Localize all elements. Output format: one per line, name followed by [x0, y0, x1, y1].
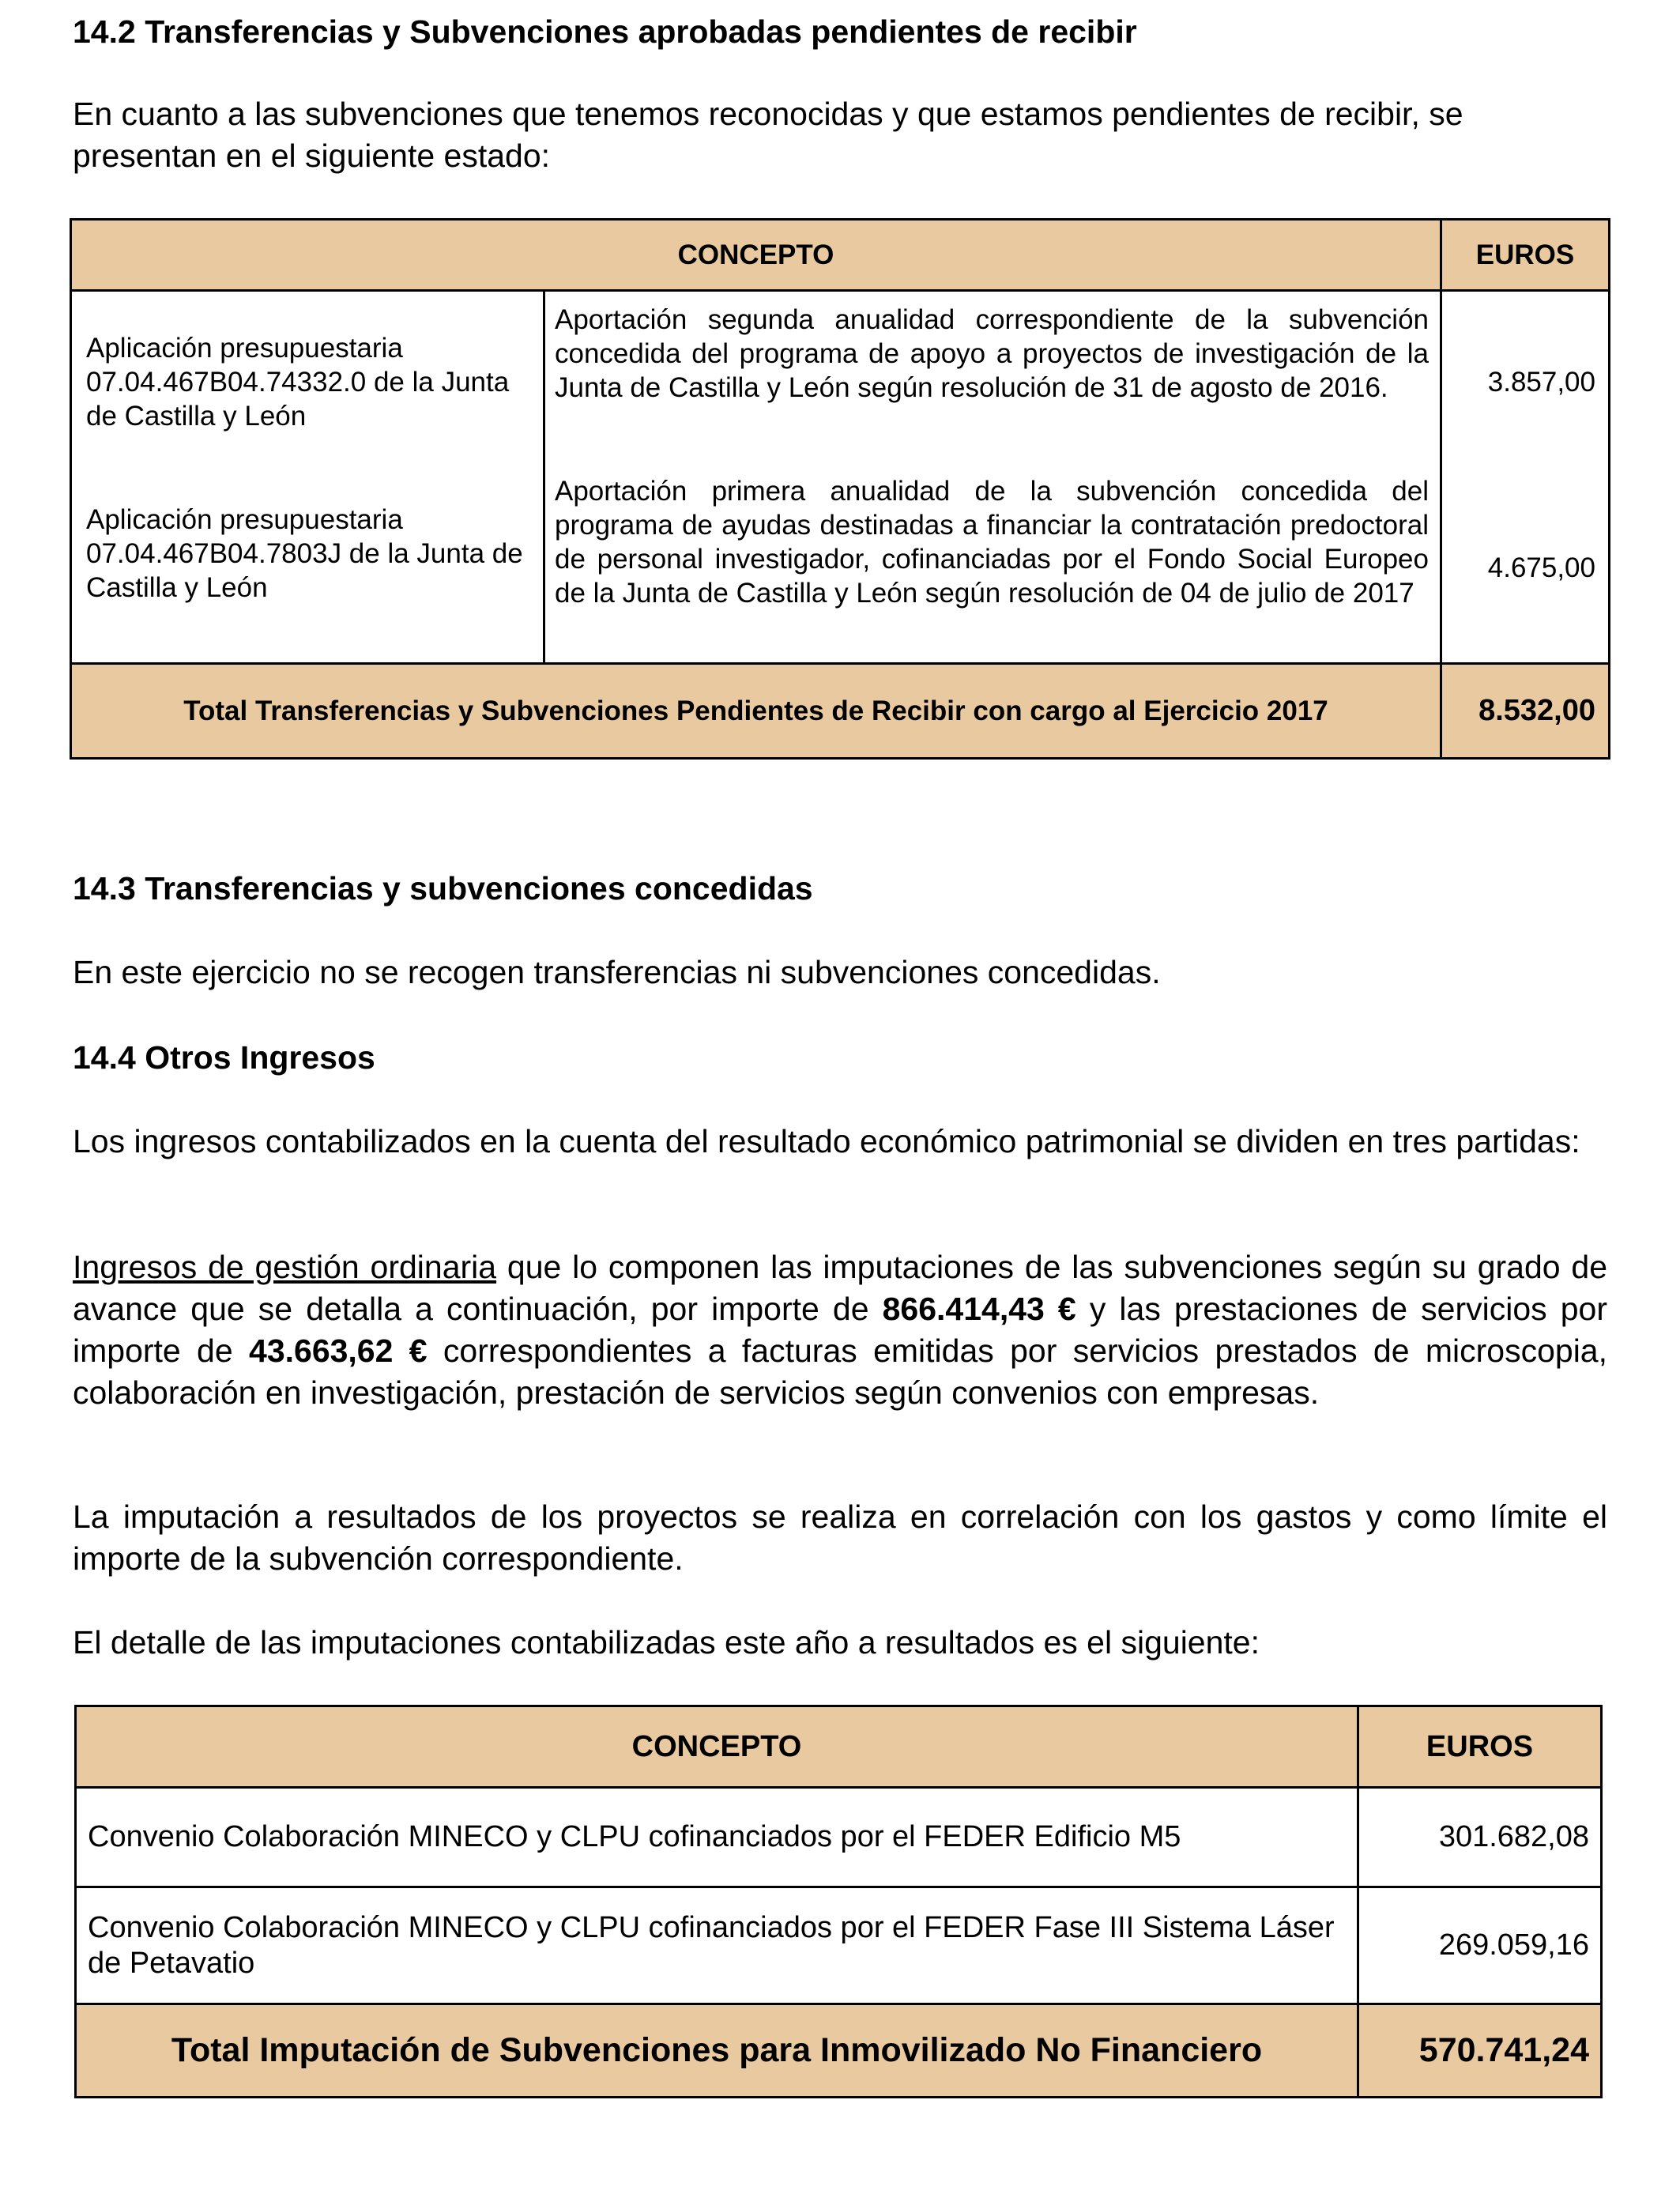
total-row	[76, 2004, 1602, 2098]
total-label: Total Imputación de Subvenciones para Inmovilizado No Financiero	[76, 2004, 1358, 2098]
row-descripcion: Aportación segunda anualidad correspondiente de la subvención concedida del programa de apoyo a proyectos de investigación de la Junta de Castilla y León según resolución de 31 de agosto de 2016.	[544, 291, 1441, 474]
table-row	[71, 474, 1610, 664]
ingresos-gestion-ordinaria-link: Ingresos de gestión ordinaria	[73, 1249, 497, 1285]
section-14-2-title: 14.2 Transferencias y Subvenciones aprobadas pendientes de recibir	[73, 13, 1137, 50]
total-label: Total Transferencias y Subvenciones Pendientes de Recibir con cargo al Ejercicio 2017	[71, 664, 1441, 759]
col-header-euros: EUROS	[1441, 220, 1610, 291]
section-14-4-title: 14.4 Otros Ingresos	[73, 1039, 375, 1076]
row-aplicacion: Aplicación presupuestaria 07.04.467B04.7803J de la Junta de Castilla y León	[71, 474, 544, 664]
row-aplicacion: Aplicación presupuestaria 07.04.467B04.74332.0 de la Junta de Castilla y León	[71, 291, 544, 474]
table-row	[76, 1887, 1602, 2004]
row-euros: 269.059,16	[1358, 1887, 1602, 2004]
section-14-3-title: 14.3 Transferencias y subvenciones concedidas	[73, 870, 813, 907]
total-value: 570.741,24	[1358, 2004, 1602, 2098]
table-row	[76, 1788, 1602, 1887]
row-euros: 4.675,00	[1441, 474, 1610, 664]
row-concepto: Convenio Colaboración MINECO y CLPU cofinanciados por el FEDER Fase III Sistema Láser de Petavatio	[76, 1887, 1358, 2004]
p2-text-c: correspondientes a facturas emitidas por servicios prestados de microscopia, colaboración en investigación, prestación de servicios según convenios con empresas.	[73, 1333, 1607, 1411]
row-euros: 3.857,00	[1441, 291, 1610, 474]
section-14-4-p4: El detalle de las imputaciones contabilizadas este año a resultados es el siguiente:	[73, 1624, 1260, 1661]
total-row	[71, 664, 1610, 759]
total-value: 8.532,00	[1441, 664, 1610, 759]
section-14-4-p2	[73, 1246, 1607, 1414]
amount-imputaciones: 866.414,43 €	[882, 1291, 1076, 1327]
col-header-concepto: CONCEPTO	[71, 220, 1441, 291]
row-concepto: Convenio Colaboración MINECO y CLPU cofinanciados por el FEDER Edificio M5	[76, 1788, 1358, 1887]
section-14-3-text: En este ejercicio no se recogen transferencias ni subvenciones concedidas.	[73, 954, 1161, 990]
p2-text-b: y las prestaciones de servicios por importe de	[73, 1291, 1608, 1369]
pending-subsidies-table	[70, 218, 1610, 760]
col-header-euros: EUROS	[1358, 1706, 1602, 1788]
row-euros: 301.682,08	[1358, 1788, 1602, 1887]
section-14-4-p3: La imputación a resultados de los proyectos se realiza en correlación con los gastos y como límite el importe de la subvención correspondiente.	[73, 1498, 1607, 1577]
row-descripcion: Aportación primera anualidad de la subvención concedida del programa de ayudas destinadas a financiar la contratación predoctoral de personal investigador, cofinanciadas por el Fondo Social Europeo de la Junta de Castilla y León según resolución de 04 de julio de 2017	[544, 474, 1441, 664]
col-header-concepto: CONCEPTO	[76, 1706, 1358, 1788]
table-row	[71, 291, 1610, 474]
p2-text-a: que lo componen las imputaciones de las subvenciones según su grado de avance que se detalla a continuación, por importe de	[73, 1249, 1608, 1327]
section-14-4-p1: Los ingresos contabilizados en la cuenta del resultado económico patrimonial se dividen en tres partidas:	[73, 1123, 1580, 1159]
amount-prestaciones: 43.663,62 €	[249, 1333, 428, 1369]
imputations-table	[74, 1705, 1603, 2098]
section-14-2-intro: En cuanto a las subvenciones que tenemos reconocidas y que estamos pendientes de recibir, se presentan en el siguiente estado:	[73, 96, 1463, 174]
